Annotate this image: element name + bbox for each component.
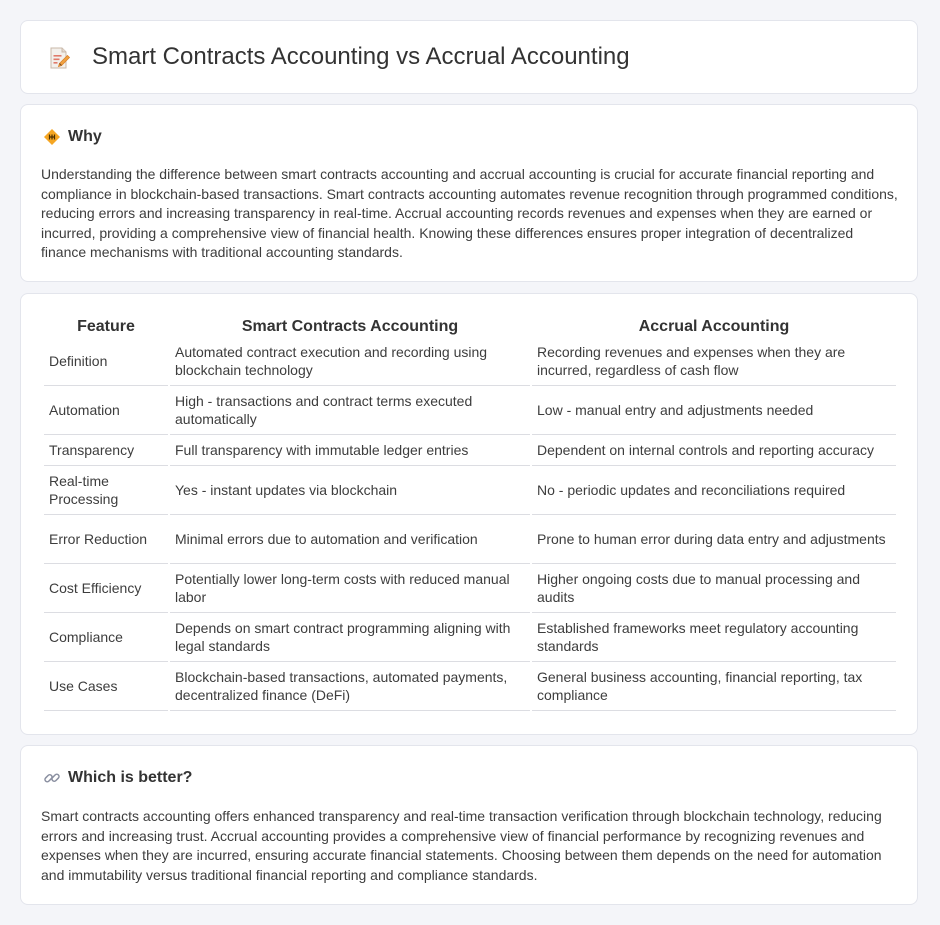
why-section	[20, 104, 918, 282]
row-accrual-value: General business accounting, financial reporting, tax compliance	[532, 662, 896, 711]
better-text: Smart contracts accounting offers enhanced transparency and real-time transaction verification through blockchain technology, reducing errors and increasing trust. Accrual accounting provides a comprehensive view of financial performance by recognizing revenues and expenses when they are incurred, ensuring accurate financial statements. Choosing between them depends on the need for automation and immutability versus traditional financial reporting and compliance standards.	[41, 808, 882, 883]
page-title: Smart Contracts Accounting vs Accrual Accounting	[92, 43, 630, 70]
row-smart-value: Full transparency with immutable ledger entries	[170, 435, 530, 466]
table-header-row	[44, 316, 896, 337]
comparison-table	[42, 316, 898, 711]
why-heading-row	[43, 127, 102, 147]
header-feature: Feature	[77, 317, 135, 335]
row-accrual-value: Recording revenues and expenses when they are incurred, regardless of cash flow	[532, 337, 896, 386]
row-feature: Cost Efficiency	[44, 564, 168, 613]
document-pencil-icon	[47, 46, 71, 70]
row-smart-value: Minimal errors due to automation and verification	[170, 515, 530, 564]
row-accrual-value: Higher ongoing costs due to manual processing and audits	[532, 564, 896, 613]
header-smart-contracts: Smart Contracts Accounting	[241, 317, 459, 335]
title-card	[20, 20, 918, 94]
row-accrual-value: Prone to human error during data entry and adjustments	[532, 515, 896, 564]
link-icon	[43, 769, 61, 787]
table-row	[44, 515, 896, 564]
why-text: Understanding the difference between smart contracts accounting and accrual accounting is crucial for accurate financial reporting and compliance in blockchain-based transactions. Smart contracts accounting automates revenue recognition through programmed conditions, reducing errors and increasing transparency in real-time. Accrual accounting records revenues and expenses when they are earned or incurred, providing a comprehensive view of financial health. Knowing these differences ensures proper integration of decentralized finance mechanisms with traditional accounting standards.	[41, 166, 898, 261]
row-accrual-value: Dependent on internal controls and reporting accuracy	[532, 435, 896, 466]
row-feature: Error Reduction	[44, 515, 168, 564]
header-accrual: Accrual Accounting	[638, 317, 790, 335]
row-feature: Real-time Processing	[44, 466, 168, 515]
comparison-table-card	[20, 293, 918, 735]
better-heading-row	[43, 768, 192, 788]
row-feature: Transparency	[44, 435, 168, 466]
table-row	[44, 386, 896, 435]
row-feature: Definition	[44, 337, 168, 386]
why-heading: Why	[68, 128, 102, 145]
row-smart-value: Blockchain-based transactions, automated payments, decentralized finance (DeFi)	[170, 662, 530, 711]
table-row	[44, 564, 896, 613]
row-accrual-value: No - periodic updates and reconciliations required	[532, 466, 896, 515]
table-row	[44, 337, 896, 386]
row-smart-value: Automated contract execution and recording using blockchain technology	[170, 337, 530, 386]
row-smart-value: Yes - instant updates via blockchain	[170, 466, 530, 515]
row-feature: Automation	[44, 386, 168, 435]
row-feature: Use Cases	[44, 662, 168, 711]
table-row	[44, 613, 896, 662]
table-row	[44, 662, 896, 711]
diamond-warning-icon	[43, 128, 61, 146]
row-accrual-value: Low - manual entry and adjustments needed	[532, 386, 896, 435]
row-accrual-value: Established frameworks meet regulatory accounting standards	[532, 613, 896, 662]
row-feature: Compliance	[44, 613, 168, 662]
row-smart-value: Potentially lower long-term costs with reduced manual labor	[170, 564, 530, 613]
which-is-better-section	[20, 745, 918, 905]
row-smart-value: Depends on smart contract programming aligning with legal standards	[170, 613, 530, 662]
better-heading: Which is better?	[68, 769, 193, 786]
table-row	[44, 466, 896, 515]
row-smart-value: High - transactions and contract terms executed automatically	[170, 386, 530, 435]
table-row	[44, 435, 896, 466]
